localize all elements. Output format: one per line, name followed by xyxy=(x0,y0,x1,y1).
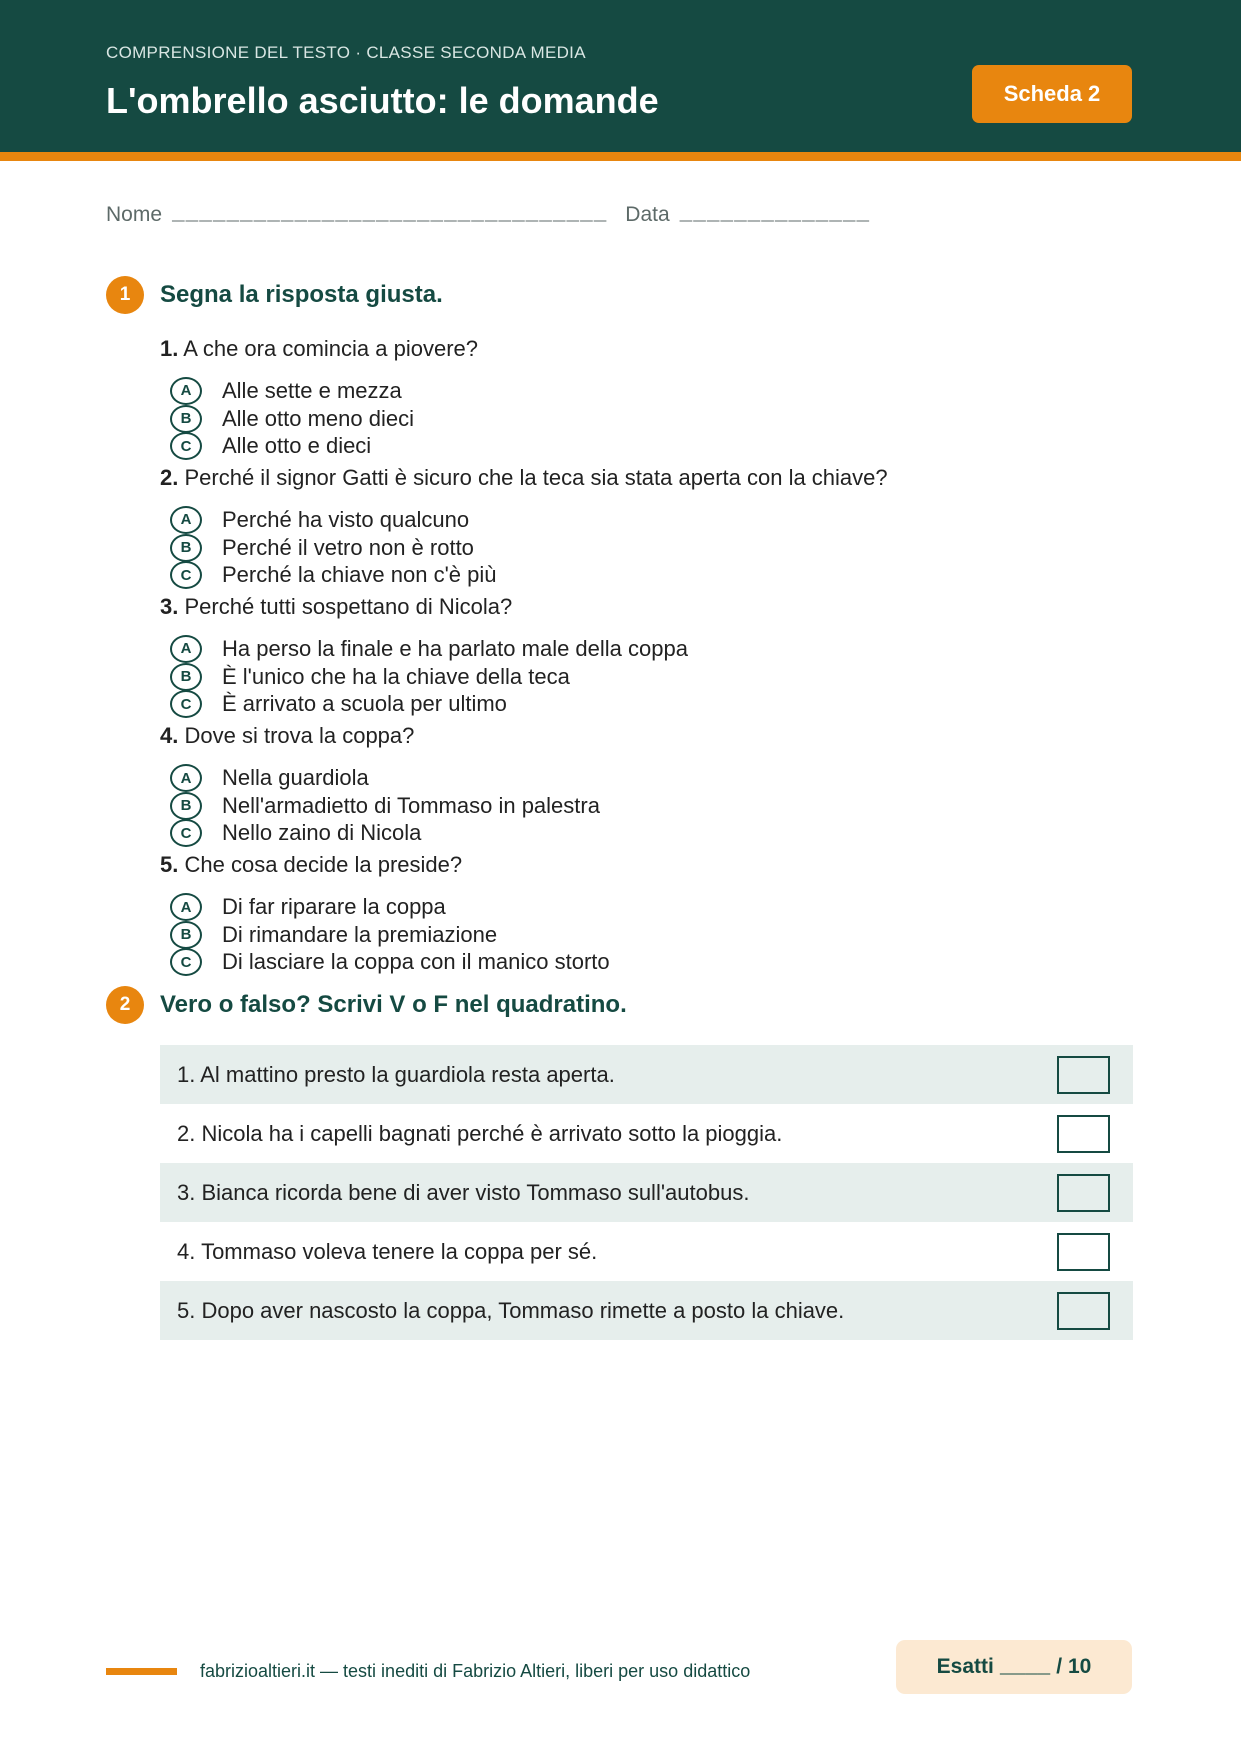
answer-option[interactable] xyxy=(170,921,1060,949)
section-2-header xyxy=(106,986,627,1024)
table-row xyxy=(160,1163,1133,1222)
option-letter-circle[interactable]: A xyxy=(170,893,202,921)
question-text: Dove si trova la coppa? xyxy=(184,723,415,749)
option-text: Di lasciare la coppa con il manico storto xyxy=(222,949,610,975)
section-number-badge: 1 xyxy=(106,276,144,314)
option-letter-circle[interactable]: C xyxy=(170,690,202,718)
header-accent-stripe xyxy=(0,152,1241,161)
answer-options xyxy=(170,377,1060,460)
name-label: Nome xyxy=(106,203,163,226)
score-total: / 10 xyxy=(1056,1655,1092,1678)
score-label: Esatti xyxy=(936,1655,994,1678)
option-text: Di rimandare la premiazione xyxy=(222,921,498,947)
answer-checkbox[interactable] xyxy=(1057,1115,1110,1153)
option-letter-circle[interactable]: B xyxy=(170,792,202,820)
name-field[interactable]: ________________________________ xyxy=(172,203,608,226)
answer-option[interactable] xyxy=(170,534,1060,562)
statement-text: 4. Tommaso voleva tenere la coppa per sé. xyxy=(177,1238,598,1264)
option-letter-circle[interactable]: C xyxy=(170,948,202,976)
option-letter-circle[interactable]: B xyxy=(170,921,202,949)
option-letter-circle[interactable]: A xyxy=(170,764,202,792)
option-text: Alle sette e mezza xyxy=(222,377,402,403)
option-text: Perché la chiave non c'è più xyxy=(222,562,497,588)
option-letter-circle[interactable]: A xyxy=(170,635,202,663)
answer-options xyxy=(170,635,1060,718)
question-number: 1. xyxy=(160,336,179,361)
answer-checkbox[interactable] xyxy=(1057,1233,1110,1271)
page-title: L'ombrello asciutto: le domande xyxy=(106,80,659,121)
table-row xyxy=(160,1281,1133,1340)
section-1-header xyxy=(106,276,443,314)
answer-option[interactable] xyxy=(170,561,1060,589)
table-row xyxy=(160,1222,1133,1281)
answer-checkbox[interactable] xyxy=(1057,1056,1110,1094)
multiple-choice-list xyxy=(160,333,1060,978)
answer-checkbox[interactable] xyxy=(1057,1174,1110,1212)
answer-option[interactable] xyxy=(170,405,1060,433)
answer-option[interactable] xyxy=(170,691,1060,719)
student-fields xyxy=(106,203,870,227)
answer-option[interactable] xyxy=(170,893,1060,921)
question-5 xyxy=(160,849,1060,881)
answer-option[interactable] xyxy=(170,663,1060,691)
option-text: Alle otto meno dieci xyxy=(222,405,414,431)
option-letter-circle[interactable]: A xyxy=(170,506,202,534)
section-number-badge: 2 xyxy=(106,986,144,1024)
score-blank[interactable]: ____ xyxy=(999,1655,1051,1679)
answer-option[interactable] xyxy=(170,764,1060,792)
section-title: Segna la risposta giusta. xyxy=(160,281,443,308)
footer-accent-bar xyxy=(106,1668,177,1675)
date-field[interactable]: ______________ xyxy=(679,203,871,226)
option-text: Alle otto e dieci xyxy=(222,433,372,459)
option-text: Perché ha visto qualcuno xyxy=(222,506,470,532)
question-4 xyxy=(160,720,1060,752)
date-label: Data xyxy=(625,203,670,226)
statement-text: 2. Nicola ha i capelli bagnati perché è arrivato sotto la pioggia. xyxy=(177,1120,783,1146)
question-2 xyxy=(160,462,1060,494)
option-text: Nello zaino di Nicola xyxy=(222,820,422,846)
option-letter-circle[interactable]: B xyxy=(170,534,202,562)
question-text: Che cosa decide la preside? xyxy=(184,852,463,878)
option-letter-circle[interactable]: C xyxy=(170,819,202,847)
answer-option[interactable] xyxy=(170,432,1060,460)
option-letter-circle[interactable]: B xyxy=(170,663,202,691)
footer-credit: fabrizioaltieri.it — testi inediti di Fabrizio Altieri, liberi per uso didattico xyxy=(200,1661,751,1681)
answer-option[interactable] xyxy=(170,949,1060,977)
question-text: Perché il signor Gatti è sicuro che la teca sia stata aperta con la chiave? xyxy=(184,465,888,491)
question-number: 4. xyxy=(160,723,179,749)
answer-option[interactable] xyxy=(170,635,1060,663)
question-number: 3. xyxy=(160,594,179,620)
option-text: Ha perso la finale e ha parlato male della coppa xyxy=(222,635,688,661)
option-letter-circle[interactable]: C xyxy=(170,432,202,460)
question-text: A che ora comincia a piovere? xyxy=(183,336,478,361)
table-row xyxy=(160,1045,1133,1104)
statement-text: 3. Bianca ricorda bene di aver visto Tommaso sull'autobus. xyxy=(177,1179,750,1205)
question-1 xyxy=(160,333,1060,365)
option-text: È l'unico che ha la chiave della teca xyxy=(222,663,570,689)
statement-text: 1. Al mattino presto la guardiola resta aperta. xyxy=(177,1061,615,1087)
option-text: Perché il vetro non è rotto xyxy=(222,534,474,560)
answer-option[interactable] xyxy=(170,820,1060,848)
sheet-badge: Scheda 2 xyxy=(972,65,1132,123)
option-letter-circle[interactable]: A xyxy=(170,377,202,405)
section-title: Vero o falso? Scrivi V o F nel quadratino. xyxy=(160,991,627,1018)
option-text: Di far riparare la coppa xyxy=(222,894,446,920)
option-text: Nell'armadietto di Tommaso in palestra xyxy=(222,792,600,818)
option-text: Nella guardiola xyxy=(222,765,369,791)
true-false-table xyxy=(160,1045,1133,1340)
question-3 xyxy=(160,591,1060,623)
answer-options xyxy=(170,893,1060,976)
answer-checkbox[interactable] xyxy=(1057,1292,1110,1330)
question-number: 5. xyxy=(160,852,179,878)
header-kicker: COMPRENSIONE DEL TESTO · CLASSE SECONDA MEDIA xyxy=(106,43,586,62)
question-text: Perché tutti sospettano di Nicola? xyxy=(184,594,513,620)
option-text: È arrivato a scuola per ultimo xyxy=(222,691,507,717)
answer-option[interactable] xyxy=(170,506,1060,534)
answer-option[interactable] xyxy=(170,377,1060,405)
question-number: 2. xyxy=(160,465,179,491)
answer-option[interactable] xyxy=(170,792,1060,820)
option-letter-circle[interactable]: B xyxy=(170,405,202,433)
option-letter-circle[interactable]: C xyxy=(170,561,202,589)
statement-text: 5. Dopo aver nascosto la coppa, Tommaso rimette a posto la chiave. xyxy=(177,1297,845,1323)
table-row xyxy=(160,1104,1133,1163)
score-box xyxy=(896,1640,1132,1694)
answer-options xyxy=(170,764,1060,847)
answer-options xyxy=(170,506,1060,589)
